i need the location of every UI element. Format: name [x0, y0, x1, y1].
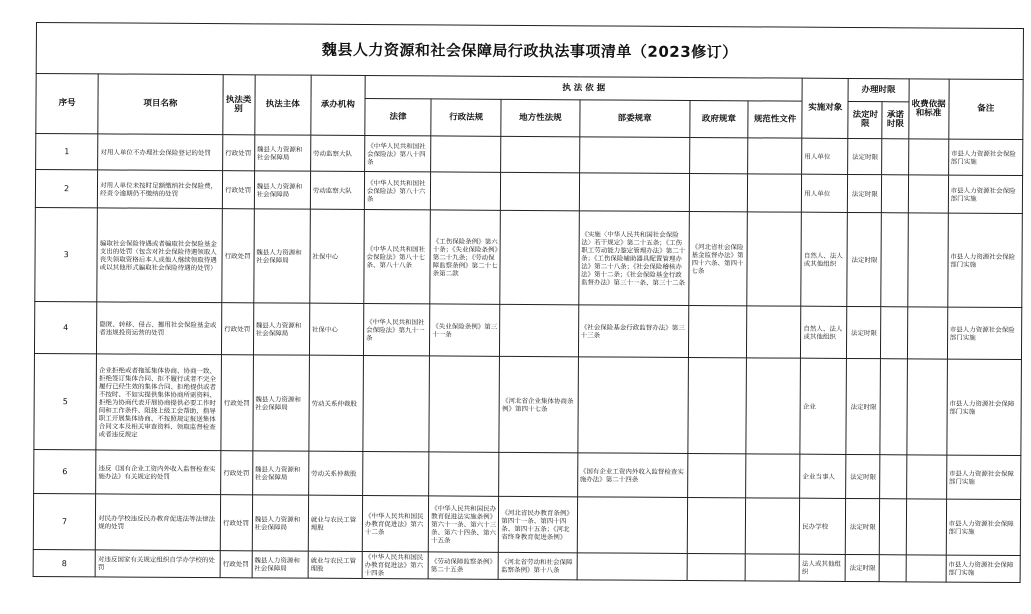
row-normative — [745, 554, 799, 581]
header-basis: 执 法 依 据 — [365, 76, 802, 102]
row-remark: 市县人力资源社会保险部门实施 — [947, 307, 1022, 359]
row-law: 《中华人民共和国社会保险法》第八十四条 — [365, 136, 431, 172]
header-normative: 规范性文件 — [748, 101, 802, 138]
row-promise-limit — [882, 139, 908, 175]
row-dept-rule — [579, 137, 690, 174]
row-normative — [747, 174, 801, 212]
row-item-name: 骗取社会保险待遇或者骗取社会保险基金支出的处罚（包含对社会保险待遇领取人丧失领取资格后本人或他人继续领取待遇或以其他形式骗取社会保险待遇的处罚） — [97, 208, 222, 303]
row-target: 法人或其他组织 — [799, 554, 845, 581]
row-legal-limit: 法定时限 — [848, 138, 882, 174]
row-gov-rule — [688, 305, 746, 357]
page-title: 魏县人力资源和社会保障局行政执法事项清单（2023修订） — [36, 23, 1023, 80]
row-subject: 魏县人力资源和社会保障局 — [254, 135, 310, 171]
row-item-name: 对违反国家有关规定组织自学办学校的处罚 — [95, 550, 220, 578]
row-legal-limit: 法定时限 — [847, 306, 881, 358]
header-category: 执法类别 — [222, 75, 254, 135]
row-target: 民办学校 — [800, 498, 846, 554]
row-seq: 8 — [33, 549, 95, 576]
row-target: 企业 — [800, 358, 847, 454]
row-subject: 魏县人力资源和社会保障局 — [253, 303, 309, 355]
row-org: 劳动关系仲裁股 — [309, 355, 364, 451]
row-fee — [907, 307, 947, 359]
row-local-reg — [501, 172, 579, 210]
row-fee — [908, 139, 948, 175]
row-gov-rule — [688, 453, 746, 497]
row-org: 劳动监察大队 — [310, 135, 364, 171]
row-org: 就业与农民工管理股 — [308, 551, 362, 578]
row-admin-reg: 《工伤保险条例》第六十条；《失业保险条例》第二十九条；《劳动保障监察条例》第二十七条第二款 — [430, 210, 501, 304]
row-law — [363, 356, 430, 452]
row-item-name: 违反《国有企业工资内外收入监督检查实施办法》有关规定的处罚 — [96, 450, 221, 495]
header-legal-limit: 法定时限 — [848, 101, 882, 138]
row-legal-limit: 法定时限 — [845, 554, 879, 581]
row-org: 社保中心 — [310, 209, 365, 303]
row-local-reg: 《河北省劳动和社会保障监察条例》第十八条 — [498, 552, 576, 579]
header-promise-limit: 承诺时限 — [882, 102, 908, 139]
row-normative — [747, 306, 801, 358]
row-subject: 魏县人力资源和社会保障局 — [252, 495, 308, 551]
row-law — [363, 452, 429, 496]
row-subject: 魏县人力资源和社会保障局 — [253, 355, 310, 451]
row-remark: 市县人力资源社会保障部门实施 — [946, 455, 1021, 499]
row-category: 行政处罚 — [220, 355, 253, 451]
row-dept-rule: 《国有企业工资内外收入监督检查实施办法》第二十四条 — [577, 453, 688, 498]
row-seq: 3 — [35, 207, 98, 301]
row-target: 自然人、法人或其他组织 — [801, 306, 847, 358]
row-category: 行政处罚 — [220, 551, 252, 578]
row-remark: 市县人力资源社会保险部门实施 — [947, 213, 1022, 307]
enforcement-table — [33, 22, 1024, 583]
row-law: 《中华人民共和国民办教育促进法》第六十二条 — [362, 496, 429, 552]
row-remark: 市县人力资源社会保险部门实施 — [948, 175, 1023, 213]
row-promise-limit — [881, 213, 908, 307]
row-local-reg — [500, 210, 579, 304]
row-gov-rule: 《河北省社会保险基金监督办法》第四十六条、第四十七条 — [689, 211, 748, 305]
row-admin-reg: 《劳动保障监察条例》第二十五条 — [428, 552, 498, 579]
row-org: 劳动关系仲裁股 — [308, 451, 362, 495]
row-seq: 6 — [34, 449, 96, 493]
row-law: 《中华人民共和国社会保险法》第八十六条 — [364, 172, 430, 210]
row-fee — [906, 359, 947, 455]
row-subject: 魏县人力资源和社会保障局 — [254, 171, 310, 209]
row-gov-rule — [687, 497, 746, 553]
enforcement-list-sheet — [32, 22, 1024, 614]
row-legal-limit: 法定时限 — [846, 454, 880, 498]
row-gov-rule — [688, 357, 747, 453]
row-item-name: 企业拒绝或者拖延集体协商、协商一致、拒绝签订集体合同、拒不履行或者不完全履行已经生效的集体合同、拒绝提供或者不按时、不如实提供集体协商所需资料、拒绝为协商代表开展协商提供必要工作时间和工作条件、阻挠上级工会帮助、指导职工开展集体协商、不按照规定报送集体合同文本及相关审查资料、领取监督检查或者违反规定 — [96, 354, 221, 451]
row-dept-rule: 《实施〈中华人民共和国社会保险法〉若干规定》第二十五条；《工伤职工劳动能力鉴定管理办法》第二十条；《工伤保险辅助器具配置管理办法》第二十八条；《社会保险稽核办法》第十二条；《社会保险基金行政监督办法》第三十一条、第三十二条 — [578, 211, 689, 306]
row-seq: 2 — [35, 170, 97, 208]
row-legal-limit: 法定时限 — [846, 358, 881, 454]
row-fee — [908, 175, 948, 213]
row-remark: 市县人力资源社会保险部门实施 — [948, 139, 1023, 175]
table-row — [34, 301, 1021, 359]
row-admin-reg — [431, 172, 501, 210]
table-row — [35, 170, 1022, 214]
row-item-name: 对用人单位不办理社会保险登记的处罚 — [98, 134, 223, 171]
header-seq: 序号 — [36, 74, 99, 134]
table-row — [33, 549, 1020, 582]
row-seq: 4 — [34, 301, 97, 353]
row-subject: 魏县人力资源和社会保障局 — [252, 451, 308, 495]
table-row — [36, 134, 1023, 176]
row-target: 企业当事人 — [800, 454, 846, 498]
row-subject: 魏县人力资源和社会保障局 — [253, 209, 310, 303]
row-promise-limit — [880, 499, 906, 555]
table-body — [33, 134, 1023, 583]
row-promise-limit — [882, 175, 908, 213]
row-target: 用人单位 — [802, 174, 848, 212]
row-category: 行政处罚 — [221, 209, 254, 303]
row-fee — [906, 555, 946, 582]
row-normative — [746, 358, 801, 454]
row-dept-rule — [579, 173, 690, 212]
row-seq: 1 — [36, 134, 98, 170]
row-org: 劳动监察大队 — [310, 171, 364, 209]
row-remark: 市县人力资源社会保障部门实施 — [946, 555, 1021, 582]
row-promise-limit — [880, 359, 907, 455]
row-category: 行政处罚 — [222, 171, 254, 209]
row-dept-rule — [577, 497, 688, 554]
header-admin-reg: 行政法规 — [431, 99, 501, 136]
row-target: 用人单位 — [802, 138, 848, 174]
row-remark: 市县人力资源社会保障部门实施 — [946, 499, 1021, 555]
row-fee — [906, 455, 946, 499]
row-local-reg — [500, 304, 579, 356]
row-admin-reg — [429, 356, 500, 452]
row-org: 社保中心 — [309, 303, 363, 355]
row-admin-reg — [431, 136, 501, 172]
header-target: 实施对象 — [802, 78, 848, 138]
row-legal-limit: 法定时限 — [847, 212, 882, 306]
row-promise-limit — [880, 555, 906, 582]
header-org: 承办机构 — [311, 75, 366, 135]
row-normative — [746, 454, 800, 498]
row-target: 自然人、法人或其他组织 — [801, 212, 848, 306]
row-admin-reg: 《中华人民共和国民办教育促进法实施条例》第六十一条、第六十三条、第六十四条、第六十五条 — [428, 496, 499, 552]
header-item: 项目名称 — [98, 74, 223, 135]
row-admin-reg: 《失业保险条例》第三十一条 — [430, 304, 501, 356]
header-gov-rule: 政府规章 — [690, 100, 748, 137]
table-row — [35, 207, 1023, 307]
row-remark: 市县人力资源社会保障部门实施 — [947, 359, 1022, 455]
header-dept-rule: 部委规章 — [579, 100, 690, 138]
row-dept-rule — [577, 357, 688, 454]
row-promise-limit — [880, 455, 906, 499]
header-time-limit: 办理时限 — [848, 78, 908, 101]
header-remark: 备注 — [948, 79, 1023, 139]
row-normative — [747, 212, 802, 306]
row-fee — [906, 499, 946, 555]
row-gov-rule — [690, 137, 748, 173]
row-law: 《中华人民共和国民办教育促进法》第六十四条 — [362, 552, 428, 579]
row-dept-rule: 《社会保险基金行政监督办法》第三十三条 — [578, 305, 689, 358]
row-gov-rule — [689, 173, 747, 211]
row-dept-rule — [577, 553, 687, 581]
row-local-reg — [499, 452, 578, 496]
table-row — [33, 493, 1020, 555]
table-row — [34, 449, 1021, 499]
row-law: 《中华人民共和国社会保险法》第九十一条 — [363, 304, 430, 356]
row-fee — [907, 213, 948, 307]
row-category: 行政处罚 — [220, 495, 252, 551]
row-admin-reg — [429, 452, 499, 496]
row-legal-limit: 法定时限 — [846, 498, 880, 554]
table-row — [34, 353, 1022, 455]
header-fee: 收费依据和标准 — [908, 79, 948, 139]
row-law: 《中华人民共和国社会保险法》第八十七条、第八十八条 — [364, 210, 431, 304]
row-category: 行政处罚 — [221, 303, 253, 355]
row-subject: 魏县人力资源和社会保障局 — [252, 551, 308, 578]
row-normative — [748, 138, 802, 174]
row-promise-limit — [881, 307, 907, 359]
header-subject: 执法主体 — [254, 75, 311, 135]
row-legal-limit: 法定时限 — [848, 174, 882, 212]
row-local-reg: 《河北省企业集体协商条例》第四十七条 — [499, 356, 578, 452]
header-local-reg: 地方性法规 — [501, 99, 579, 136]
row-category: 行政处罚 — [220, 451, 252, 495]
row-seq: 7 — [33, 493, 96, 549]
row-seq: 5 — [34, 353, 97, 449]
row-local-reg — [501, 136, 579, 172]
row-local-reg: 《河北省民办教育条例》第四十一条、第四十四条、第四十五条；《河北省终身教育促进条例》 — [499, 496, 578, 552]
row-item-name: 隐匿、转移、侵占、挪用社会保险基金或者违规投资运营的处罚 — [97, 302, 222, 355]
row-normative — [745, 498, 799, 554]
header-law: 法律 — [365, 99, 431, 136]
row-item-name: 对民办学校违反民办教育促进法等法律法规的处罚 — [95, 494, 220, 551]
row-item-name: 对用人单位未按时足额缴纳社会保险费，经责令逾期仍不缴纳的处罚 — [98, 170, 223, 209]
row-category: 行政处罚 — [222, 135, 254, 171]
row-gov-rule — [687, 553, 745, 580]
row-org: 就业与农民工管理股 — [308, 495, 362, 551]
